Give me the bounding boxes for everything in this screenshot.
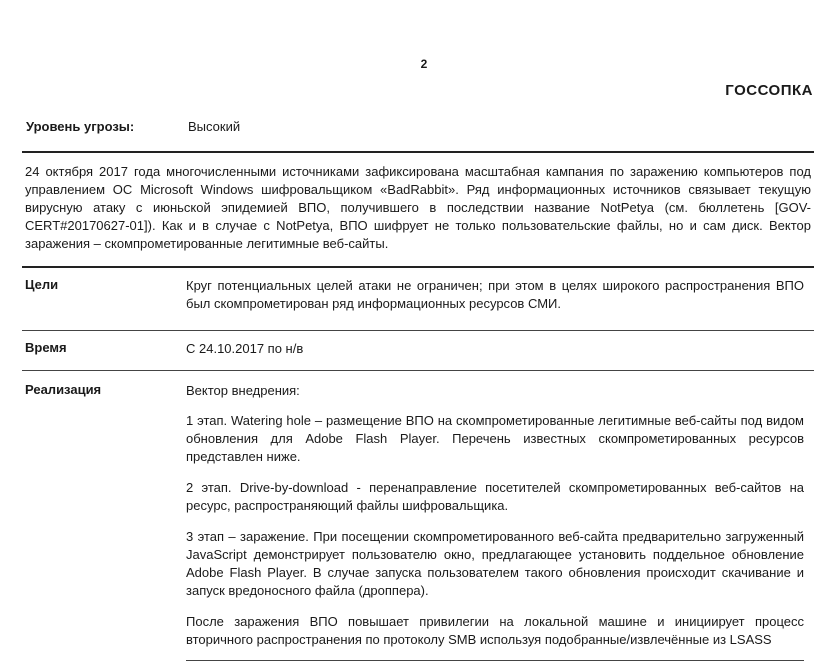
implementation-intro: Вектор внедрения:	[186, 383, 300, 398]
goals-label: Цели	[25, 277, 59, 292]
time-value	[186, 340, 804, 371]
implementation-value	[186, 382, 804, 662]
time-label: Время	[25, 340, 67, 355]
time-text: С 24.10.2017 по н/в	[186, 341, 304, 356]
divider-goals	[22, 330, 814, 331]
implementation-label: Реализация	[25, 382, 102, 397]
implementation-stage-2: 2 этап. Drive-by-download - перенаправление посетителей скомпрометированных веб-сайтов на ресурс, распространяющий файлы шифровальщика.	[186, 480, 804, 513]
divider-summary	[22, 266, 814, 268]
threat-level-label: Уровень угрозы:	[26, 119, 135, 134]
implementation-stage-1: 1 этап. Watering hole – размещение ВПО на скомпрометированные легитимные веб-сайты под видом обновления для Adobe Flash Player. Перечень известных скомпрометированных ресурсов представлен ниже.	[186, 413, 804, 464]
summary-text: 24 октября 2017 года многочисленными источниками зафиксирована масштабная кампания по заражению компьютеров под управлением ОС Microsoft Windows шифровальщиком «BadRabbit». Ряд информационных источников связывает текущую вирусную атаку с июньской эпидемией ВПО, получившего в последствии название NotPetya (см. бюллетень [GOV-CERT#20170627-01]). Как и в случае с NotPetya, ВПО шифрует не только пользовательские файлы, но и сам диск. Вектор заражения – скомпрометированные легитимные веб-сайты.	[25, 164, 811, 251]
divider-bottom	[186, 660, 804, 661]
implementation-after-infection: После заражения ВПО повышает привилегии на локальной машине и инициирует процесс вторичного распространения по протоколу SMB используя подобранные/извлечённые из LSASS	[186, 614, 804, 647]
brand-logo-text: ГОССОПКА	[725, 82, 813, 99]
goals-value	[186, 277, 804, 326]
page-number: 2	[420, 57, 428, 71]
divider-time	[22, 370, 814, 371]
goals-text: Круг потенциальных целей атаки не ограничен; при этом в целях широкого распространения ВПО был скомпрометирован ряд информационных ресурсов СМИ.	[186, 278, 804, 311]
threat-level-value: Высокий	[188, 119, 241, 134]
divider-threat	[22, 151, 814, 153]
implementation-stage-3: 3 этап – заражение. При посещении скомпрометированного веб-сайта предварительно загруженный JavaScript демонстрирует пользователю окно, предлагающее установить поддельное обновление Adobe Flash Player. В случае запуска пользователем такого обновления происходит скачивание и запуск вредоносного файла (дроппера).	[186, 529, 804, 598]
summary-block	[25, 163, 811, 253]
